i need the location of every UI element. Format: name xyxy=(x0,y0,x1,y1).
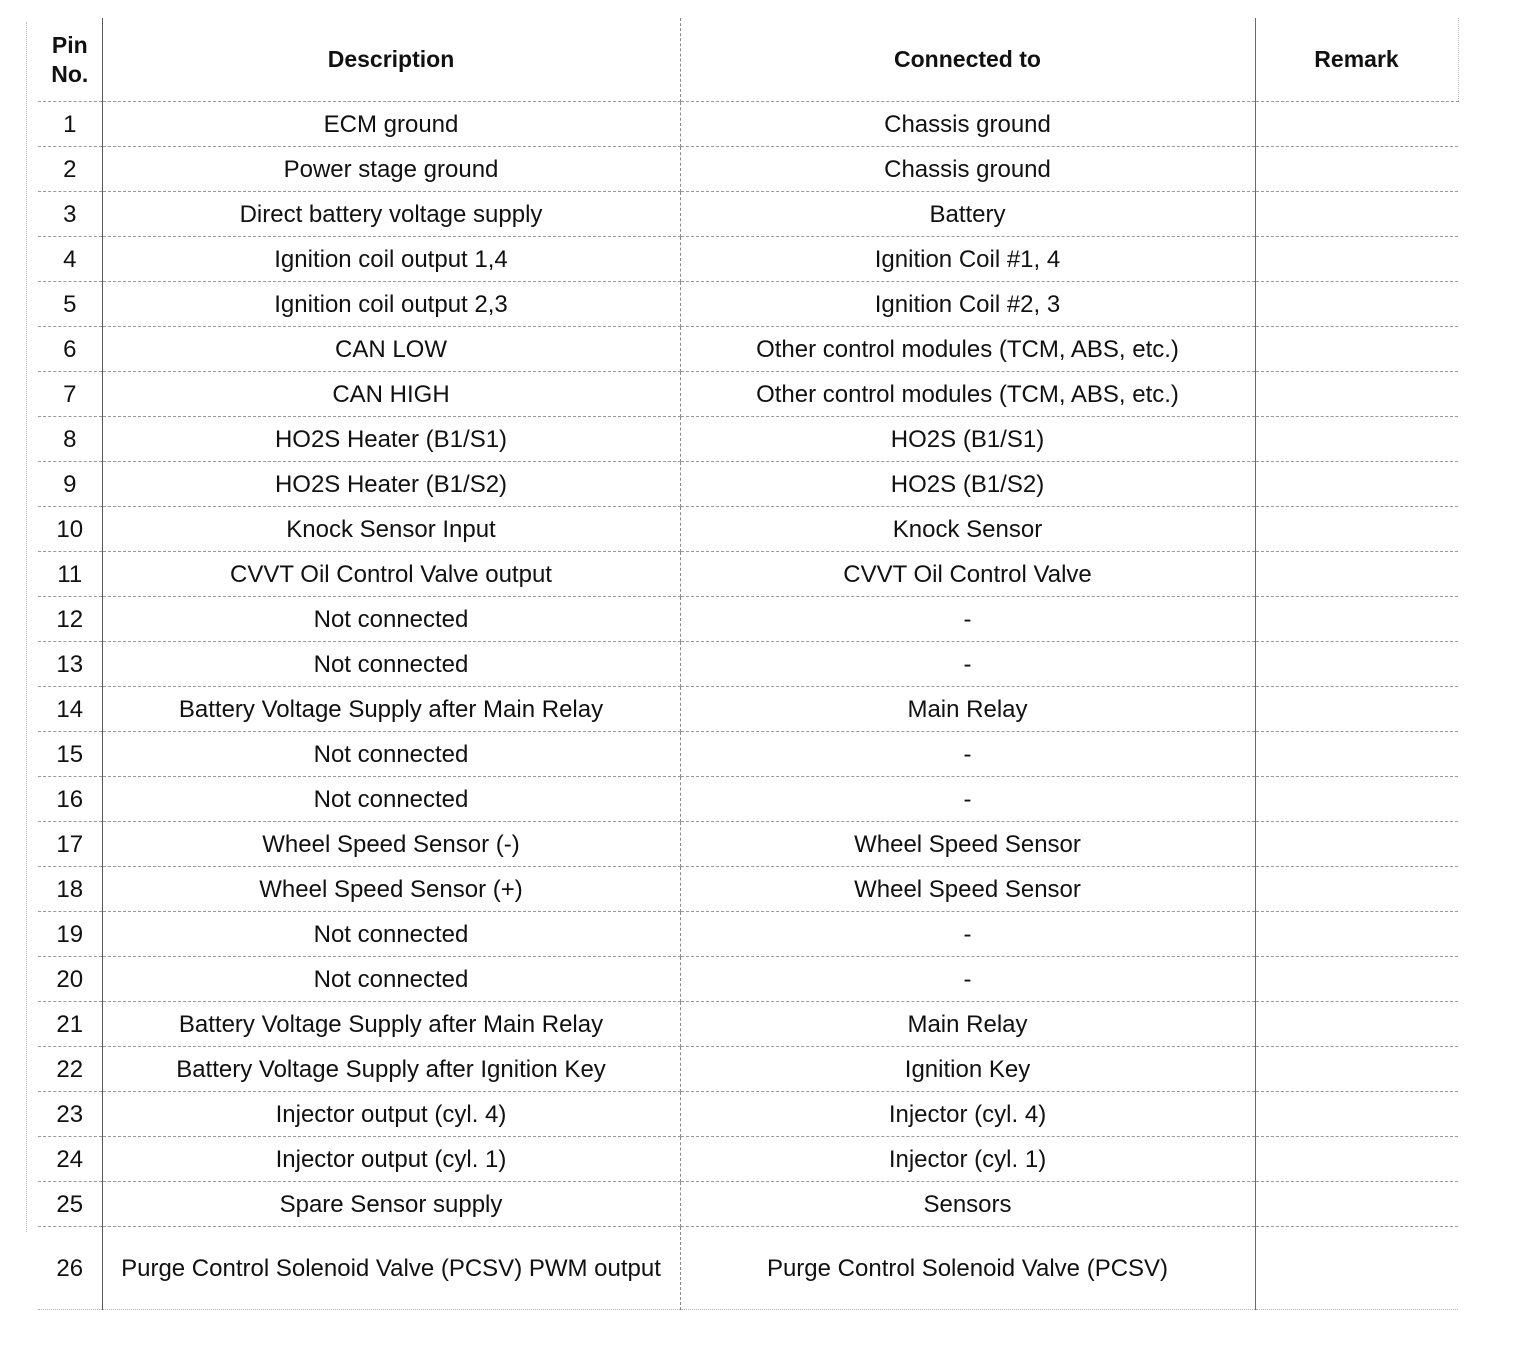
table-row xyxy=(38,327,1458,372)
cell-description: CAN LOW xyxy=(102,327,680,372)
cell-connected-to: Other control modules (TCM, ABS, etc.) xyxy=(680,327,1255,372)
cell-description: CAN HIGH xyxy=(102,372,680,417)
table-row xyxy=(38,1092,1458,1137)
cell-description: Not connected xyxy=(102,642,680,687)
cell-remark xyxy=(1255,777,1458,822)
cell-pin-no: 13 xyxy=(38,642,102,687)
cell-pin-no: 1 xyxy=(38,102,102,147)
cell-connected-to: HO2S (B1/S1) xyxy=(680,417,1255,462)
cell-remark xyxy=(1255,192,1458,237)
table-left-edge xyxy=(26,22,27,1232)
cell-remark xyxy=(1255,507,1458,552)
table-row xyxy=(38,1002,1458,1047)
cell-connected-to: Chassis ground xyxy=(680,147,1255,192)
cell-pin-no: 11 xyxy=(38,552,102,597)
cell-description: Power stage ground xyxy=(102,147,680,192)
cell-description: Ignition coil output 1,4 xyxy=(102,237,680,282)
cell-description: Not connected xyxy=(102,597,680,642)
cell-connected-to: Ignition Key xyxy=(680,1047,1255,1092)
cell-description: HO2S Heater (B1/S2) xyxy=(102,462,680,507)
cell-description: Battery Voltage Supply after Main Relay xyxy=(102,1002,680,1047)
table-row xyxy=(38,147,1458,192)
cell-pin-no: 20 xyxy=(38,957,102,1002)
cell-pin-no: 2 xyxy=(38,147,102,192)
cell-connected-to: Ignition Coil #1, 4 xyxy=(680,237,1255,282)
cell-remark xyxy=(1255,372,1458,417)
cell-connected-to: Chassis ground xyxy=(680,102,1255,147)
cell-pin-no: 9 xyxy=(38,462,102,507)
cell-description: Knock Sensor Input xyxy=(102,507,680,552)
cell-remark xyxy=(1255,1227,1458,1310)
cell-pin-no: 5 xyxy=(38,282,102,327)
table-row xyxy=(38,1137,1458,1182)
cell-pin-no: 3 xyxy=(38,192,102,237)
cell-pin-no: 17 xyxy=(38,822,102,867)
cell-connected-to: Wheel Speed Sensor xyxy=(680,867,1255,912)
cell-pin-no: 15 xyxy=(38,732,102,777)
header-pin-line1: Pin xyxy=(51,31,88,58)
cell-pin-no: 6 xyxy=(38,327,102,372)
cell-remark xyxy=(1255,957,1458,1002)
table-row xyxy=(38,1227,1458,1310)
cell-connected-to: Knock Sensor xyxy=(680,507,1255,552)
cell-description: HO2S Heater (B1/S1) xyxy=(102,417,680,462)
table-row xyxy=(38,552,1458,597)
cell-remark xyxy=(1255,822,1458,867)
table-row xyxy=(38,867,1458,912)
cell-remark xyxy=(1255,597,1458,642)
table-row xyxy=(38,642,1458,687)
cell-remark xyxy=(1255,417,1458,462)
table-row xyxy=(38,957,1458,1002)
cell-pin-no: 19 xyxy=(38,912,102,957)
table-row xyxy=(38,507,1458,552)
cell-description: Not connected xyxy=(102,912,680,957)
cell-description: CVVT Oil Control Valve output xyxy=(102,552,680,597)
header-row xyxy=(38,18,1458,102)
table-row xyxy=(38,822,1458,867)
table-row xyxy=(38,282,1458,327)
cell-connected-to: Battery xyxy=(680,192,1255,237)
cell-description: Not connected xyxy=(102,957,680,1002)
cell-remark xyxy=(1255,552,1458,597)
cell-pin-no: 18 xyxy=(38,867,102,912)
cell-pin-no: 14 xyxy=(38,687,102,732)
pin-table xyxy=(38,18,1459,1310)
cell-pin-no: 26 xyxy=(38,1227,102,1310)
cell-remark xyxy=(1255,1092,1458,1137)
cell-description: Not connected xyxy=(102,732,680,777)
table-row xyxy=(38,732,1458,777)
cell-description: Direct battery voltage supply xyxy=(102,192,680,237)
cell-connected-to: Main Relay xyxy=(680,687,1255,732)
cell-connected-to: Other control modules (TCM, ABS, etc.) xyxy=(680,372,1255,417)
cell-remark xyxy=(1255,912,1458,957)
header-pin-no xyxy=(38,18,102,102)
table-row xyxy=(38,372,1458,417)
table-header xyxy=(38,18,1458,102)
cell-description: Injector output (cyl. 4) xyxy=(102,1092,680,1137)
header-remark: Remark xyxy=(1255,18,1458,102)
cell-description: Battery Voltage Supply after Ignition Key xyxy=(102,1047,680,1092)
cell-connected-to: Purge Control Solenoid Valve (PCSV) xyxy=(680,1227,1255,1310)
cell-connected-to: Main Relay xyxy=(680,1002,1255,1047)
cell-remark xyxy=(1255,102,1458,147)
cell-remark xyxy=(1255,642,1458,687)
table-row xyxy=(38,777,1458,822)
cell-pin-no: 7 xyxy=(38,372,102,417)
cell-remark xyxy=(1255,462,1458,507)
table-row xyxy=(38,597,1458,642)
cell-pin-no: 4 xyxy=(38,237,102,282)
cell-connected-to: - xyxy=(680,957,1255,1002)
cell-pin-no: 10 xyxy=(38,507,102,552)
cell-connected-to: Sensors xyxy=(680,1182,1255,1227)
cell-pin-no: 23 xyxy=(38,1092,102,1137)
table-row xyxy=(38,912,1458,957)
cell-connected-to: - xyxy=(680,597,1255,642)
cell-pin-no: 24 xyxy=(38,1137,102,1182)
table-body xyxy=(38,102,1458,1310)
cell-description: Injector output (cyl. 1) xyxy=(102,1137,680,1182)
cell-description: Ignition coil output 2,3 xyxy=(102,282,680,327)
cell-description: Battery Voltage Supply after Main Relay xyxy=(102,687,680,732)
cell-connected-to: CVVT Oil Control Valve xyxy=(680,552,1255,597)
table-row xyxy=(38,237,1458,282)
table-row xyxy=(38,462,1458,507)
cell-description: Wheel Speed Sensor (-) xyxy=(102,822,680,867)
cell-remark xyxy=(1255,1047,1458,1092)
cell-description: Not connected xyxy=(102,777,680,822)
cell-pin-no: 25 xyxy=(38,1182,102,1227)
table-row xyxy=(38,192,1458,237)
header-connected-to: Connected to xyxy=(680,18,1255,102)
cell-remark xyxy=(1255,1182,1458,1227)
cell-remark xyxy=(1255,327,1458,372)
cell-remark xyxy=(1255,1002,1458,1047)
cell-pin-no: 16 xyxy=(38,777,102,822)
cell-remark xyxy=(1255,147,1458,192)
cell-connected-to: Wheel Speed Sensor xyxy=(680,822,1255,867)
cell-pin-no: 8 xyxy=(38,417,102,462)
table-row xyxy=(38,687,1458,732)
cell-connected-to: - xyxy=(680,732,1255,777)
cell-remark xyxy=(1255,1137,1458,1182)
cell-description: ECM ground xyxy=(102,102,680,147)
header-description: Description xyxy=(102,18,680,102)
cell-remark xyxy=(1255,687,1458,732)
cell-remark xyxy=(1255,282,1458,327)
cell-connected-to: HO2S (B1/S2) xyxy=(680,462,1255,507)
table-row xyxy=(38,1182,1458,1227)
cell-description: Spare Sensor supply xyxy=(102,1182,680,1227)
table-row xyxy=(38,417,1458,462)
cell-description: Wheel Speed Sensor (+) xyxy=(102,867,680,912)
cell-connected-to: - xyxy=(680,642,1255,687)
cell-pin-no: 22 xyxy=(38,1047,102,1092)
cell-connected-to: Injector (cyl. 4) xyxy=(680,1092,1255,1137)
cell-connected-to: - xyxy=(680,777,1255,822)
cell-remark xyxy=(1255,237,1458,282)
cell-remark xyxy=(1255,867,1458,912)
cell-connected-to: Injector (cyl. 1) xyxy=(680,1137,1255,1182)
cell-connected-to: - xyxy=(680,912,1255,957)
cell-connected-to: Ignition Coil #2, 3 xyxy=(680,282,1255,327)
table-row xyxy=(38,1047,1458,1092)
cell-description: Purge Control Solenoid Valve (PCSV) PWM output xyxy=(102,1227,680,1310)
cell-remark xyxy=(1255,732,1458,777)
cell-pin-no: 12 xyxy=(38,597,102,642)
header-pin-line2: No. xyxy=(51,60,89,87)
table-row xyxy=(38,102,1458,147)
cell-pin-no: 21 xyxy=(38,1002,102,1047)
